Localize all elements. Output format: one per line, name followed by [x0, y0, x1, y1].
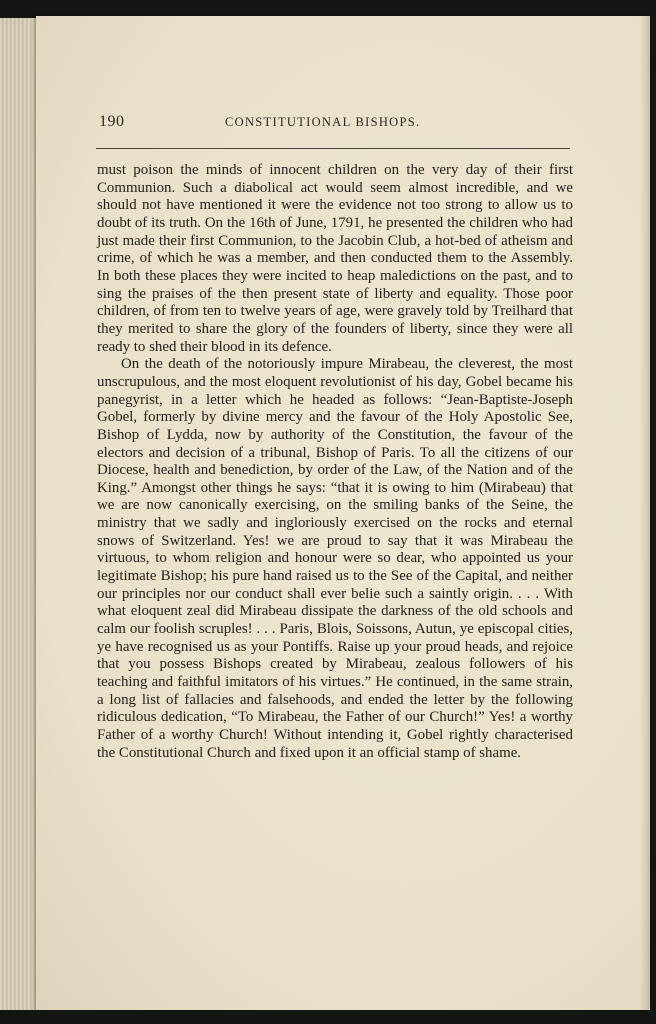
- page-title: CONSTITUTIONAL BISHOPS.: [225, 115, 421, 129]
- page-number: 190: [99, 113, 125, 130]
- running-header: [99, 113, 575, 133]
- header-rule: [96, 148, 570, 149]
- paragraph-continued: must poison the minds of innocent children on the very day of their first Communion. Such a diabolical act would seem almost incredible, and we should not have mentioned it were the evidence not too strong to allow us to doubt of its truth. On the 16th of June, 1791, he presented the children who had just made their first Communion, to the Jacobin Club, a hot-bed of atheism and crime, of which he was a member, and then conducted them to the Assembly. In both these places they were incited to heap maledictions on the past, and to sing the praises of the then present state of liberty and equality. Those poor children, of from ten to twelve years of age, were gravely told by Treilhard that they merited to share the glory of the founders of liberty, since they were all ready to shed their blood in its defence.: [97, 162, 573, 355]
- body-text: [97, 162, 573, 762]
- paragraph-mirabeau: On the death of the notoriously impure Mirabeau, the cleverest, the most unscrupulous, and the most eloquent revolutionist of his day, Gobel became his panegyrist, in a letter which he headed as follows: “Jean-Baptiste-Joseph Gobel, formerly by divine mercy and the favour of the Holy Apostolic See, Bishop of Lydda, now by authority of the Constitution, the favour of the electors and decision of a tribunal, Bishop of Paris. To all the citizens of our Diocese, health and benediction, by order of the Law, of the Nation and of the King.” Amongst other things he says: “that it is owing to him (Mirabeau) that we are now canonically exercising, on the smiling banks of the Seine, the ministry that we sadly and ingloriously exercised on the rocks and eternal snows of Switzerland. Yes! we are proud to say that it was Mirabeau the virtuous, to whom religion and honour were so dear, who appointed us your legitimate Bishop; his pure hand raised us to the See of the Capital, and neither our principles nor our conduct shall ever belie such a saintly origin. . . . With what eloquent zeal did Mirabeau dissipate the darkness of the old schools and calm our foolish scruples! . . . Paris, Blois, Soissons, Autun, ye episcopal cities, ye have recognised us as your Pontiffs. Raise up your proud heads, and rejoice that you possess Bishops created by Mirabeau, zealous followers of his teaching and faithful imitators of his virtues.” He continued, in the same strain, a long list of fallacies and falsehoods, and ended the letter by the following ridiculous dedication, “To Mirabeau, the Father of our Church!” Yes! a worthy Father of a worthy Church! Without intending it, Gobel rightly characterised the Constitutional Church and fixed upon it an official stamp of shame.: [97, 356, 573, 761]
